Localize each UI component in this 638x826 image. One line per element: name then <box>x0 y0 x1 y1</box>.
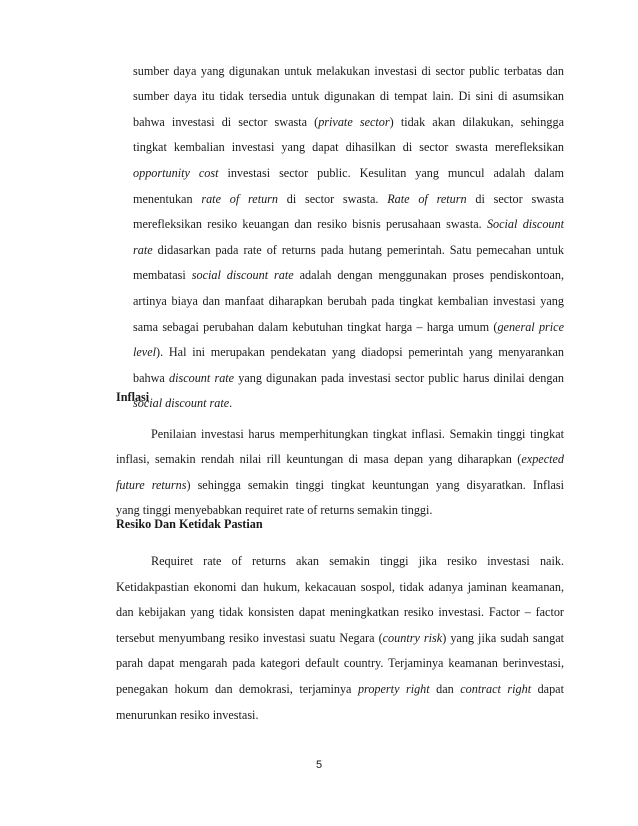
text-line <box>133 64 564 78</box>
italic-term: discount rate <box>168 371 235 385</box>
text-run: tersebut menyumbang resiko investasi suatu Negara ( <box>116 631 383 645</box>
text-line <box>133 268 564 282</box>
text-line <box>133 371 564 385</box>
text-run: ) yang jika sudah sangat <box>442 631 565 645</box>
text-run: sumber daya yang digunakan untuk melakukan investasi di sector public terbatas dan <box>133 64 564 78</box>
text-line <box>133 243 564 257</box>
text-run: parah dapat mengarah pada kategori default country. Terjaminya keamanan berinvestasi, <box>116 656 564 670</box>
italic-term: contract right <box>460 682 532 696</box>
italic-term: opportunity cost <box>133 166 219 180</box>
text-line <box>151 554 564 568</box>
italic-term: level <box>133 345 157 359</box>
text-run: membatasi <box>133 268 192 282</box>
text-line <box>133 115 564 129</box>
italic-term: social discount rate <box>191 268 294 282</box>
text-run: bahwa <box>133 371 169 385</box>
text-run: tingkat kembalian investasi yang dapat dihasilkan di sector swasta merefleksikan <box>133 140 564 154</box>
text-line <box>116 478 564 492</box>
text-run: didasarkan pada rate of returns pada hutang pemerintah. Satu pemecahan untuk <box>152 243 564 257</box>
text-line <box>133 89 564 103</box>
italic-term: expected <box>521 452 564 466</box>
text-line <box>116 503 564 517</box>
text-run: penegakan hokum dan demokrasi, terjaminya <box>116 682 358 696</box>
text-line <box>133 345 564 359</box>
italic-term: general price <box>497 320 564 334</box>
text-run: investasi sector public. Kesulitan yang muncul adalah dalam <box>218 166 565 180</box>
italic-term: future returns <box>116 478 187 492</box>
italic-term: property right <box>357 682 430 696</box>
text-run: . <box>229 396 233 410</box>
text-line <box>116 656 564 670</box>
text-run: di sector swasta <box>466 192 564 206</box>
text-run: ) tidak akan dilakukan, sehingga <box>389 115 564 129</box>
text-run: bahwa investasi di sector swasta ( <box>133 115 319 129</box>
text-run: Ketidakpastian ekonomi dan hukum, kekacauan sospol, tidak adanya jaminan keamanan, <box>116 580 564 594</box>
text-line <box>116 682 564 696</box>
text-run: adalah dengan menggunakan proses pendiskontoan, <box>293 268 565 282</box>
text-line <box>116 605 564 619</box>
italic-term: rate <box>133 243 153 257</box>
text-run: inflasi, semakin rendah nilai rill keuntungan di masa depan yang diharapkan ( <box>116 452 522 466</box>
heading-inflasi: Inflasi <box>116 390 150 404</box>
text-line <box>133 192 564 206</box>
text-line <box>133 320 564 334</box>
text-run: Penilaian investasi harus memperhitungkan tingkat inflasi. Semakin tinggi tingkat <box>151 427 564 441</box>
text-line <box>133 396 564 410</box>
text-line <box>116 708 564 722</box>
italic-term: Social discount <box>486 217 564 231</box>
text-line <box>151 427 564 441</box>
text-line <box>116 631 564 645</box>
text-line <box>133 140 564 154</box>
text-run: yang digunakan pada investasi sector public harus dinilai dengan <box>234 371 565 385</box>
text-run: artinya biaya dan manfaat diharapkan berubah pada tingkat kembalian investasi yang <box>133 294 564 308</box>
page-number: 5 <box>315 759 323 771</box>
text-run: Requiret rate of returns akan semakin tinggi jika resiko investasi naik. <box>151 554 564 568</box>
text-line <box>116 452 564 466</box>
text-line <box>133 166 564 180</box>
text-line <box>133 294 564 308</box>
text-line <box>133 217 564 231</box>
text-run: di sector swasta. <box>278 192 388 206</box>
text-run: sama sebagai perubahan dalam kebutuhan tingkat harga – harga umum ( <box>133 320 498 334</box>
italic-term: private sector <box>318 115 390 129</box>
text-run: dapat <box>531 682 564 696</box>
text-run: yang tinggi menyebabkan requiret rate of returns semakin tinggi. <box>116 503 433 517</box>
text-run: merefleksikan resiko keuangan dan resiko bisnis perusahaan swasta. <box>133 217 487 231</box>
italic-term: social discount rate <box>133 396 230 410</box>
text-line <box>116 580 564 594</box>
italic-term: country risk <box>382 631 443 645</box>
text-run: ). Hal ini merupakan pendekatan yang diadopsi pemerintah yang menyarankan <box>156 345 564 359</box>
italic-term: Rate of return <box>387 192 467 206</box>
heading-resiko: Resiko Dan Ketidak Pastian <box>116 517 263 531</box>
text-run: sumber daya itu tidak tersedia untuk digunakan di tempat lain. Di sini di asumsikan <box>133 89 564 103</box>
italic-term: rate of return <box>201 192 279 206</box>
text-run: dan <box>429 682 461 696</box>
text-run: menurunkan resiko investasi. <box>116 708 259 722</box>
text-run: ) sehingga semakin tinggi tingkat keuntungan yang disyaratkan. Inflasi <box>186 478 564 492</box>
text-run: dan kebijakan yang tidak konsisten dapat meningkatkan resiko investasi. Factor – factor <box>116 605 564 619</box>
text-run: menentukan <box>133 192 202 206</box>
